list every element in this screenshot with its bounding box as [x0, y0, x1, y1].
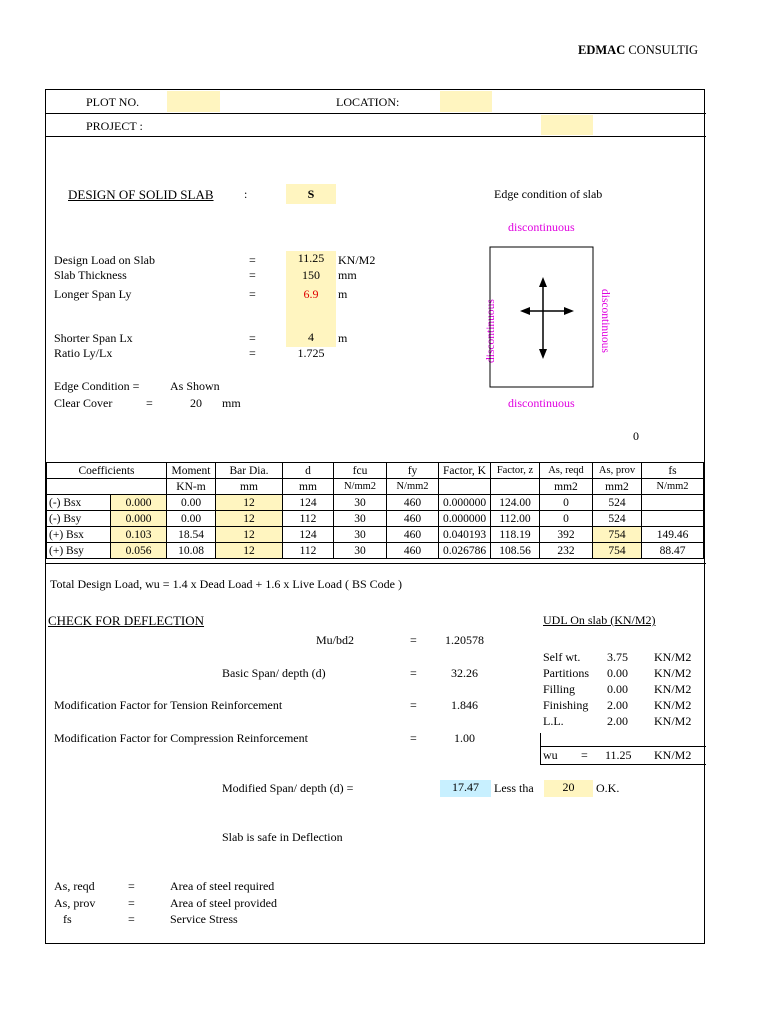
arrow-down-icon — [539, 349, 547, 359]
udl-divider — [540, 764, 706, 765]
legend-definition: Area of steel provided — [170, 896, 277, 910]
total-load-note: Total Design Load, wu = 1.4 x Dead Load + 1.6 x Live Load ( BS Code ) — [50, 577, 402, 591]
modified-span-value: 17.47 — [440, 780, 491, 797]
udl-title: UDL On slab (KN/M2) — [543, 613, 656, 627]
edge-bottom-label: discontinuous — [508, 396, 575, 410]
bar-dia-cell[interactable]: 12 — [216, 527, 283, 543]
equals: = — [581, 748, 588, 762]
unit: m — [338, 287, 348, 301]
row-label: (-) Bsy — [47, 511, 111, 527]
legend-definition: Area of steel required — [170, 879, 275, 893]
safe-text: Slab is safe in Deflection — [222, 830, 343, 844]
as-prov-cell: 524 — [593, 511, 642, 527]
input-label: Ratio Ly/Lx — [54, 346, 113, 360]
equals: = — [249, 331, 256, 345]
mf-tension-value: 1.846 — [451, 698, 478, 712]
unit-cell: mm2 — [593, 479, 642, 495]
udl-value: 0.00 — [607, 666, 628, 680]
coefficient-cell[interactable]: 0.000 — [111, 511, 167, 527]
bar-dia-cell[interactable]: 12 — [216, 511, 283, 527]
edge-top-label: discontinuous — [508, 220, 575, 234]
arrow-left-icon — [520, 307, 530, 315]
fs-cell — [642, 511, 704, 527]
edge-title: Edge condition of slab — [494, 187, 603, 201]
arrow-up-icon — [539, 277, 547, 287]
edge-condition-value: As Shown — [170, 379, 220, 393]
coefficient-cell[interactable]: 0.056 — [111, 543, 167, 559]
udl-divider — [540, 746, 706, 747]
unit-cell: KN-m — [167, 479, 216, 495]
fcu-cell: 30 — [334, 495, 387, 511]
legend-term: As, prov — [54, 896, 96, 910]
as-reqd-cell: 392 — [540, 527, 593, 543]
mf-compression-label: Modification Factor for Compression Reinforcement — [54, 731, 308, 745]
udl-label: Self wt. — [543, 650, 581, 664]
project-input[interactable] — [541, 115, 593, 135]
mf-compression-value: 1.00 — [454, 731, 475, 745]
legend-definition: Service Stress — [170, 912, 238, 926]
fs-cell: 88.47 — [642, 543, 704, 559]
moment-cell: 0.00 — [167, 511, 216, 527]
factor-z-cell: 124.00 — [491, 495, 540, 511]
factor-k-cell: 0.000000 — [439, 495, 491, 511]
d-cell: 112 — [283, 543, 334, 559]
moment-cell: 0.00 — [167, 495, 216, 511]
limit-value[interactable]: 20 — [544, 780, 593, 797]
factor-z-cell: 118.19 — [491, 527, 540, 543]
unit: mm — [338, 268, 357, 282]
udl-label: Partitions — [543, 666, 590, 680]
udl-total-label: wu — [543, 748, 558, 762]
unit-cell — [111, 479, 167, 495]
location-input[interactable] — [440, 91, 492, 112]
company-name: EDMAC CONSULTIG — [578, 43, 699, 57]
equals: = — [410, 731, 417, 745]
ratio-value: 1.725 — [297, 346, 325, 360]
udl-unit: KN/M2 — [654, 748, 692, 762]
unit-cell: mm — [283, 479, 334, 495]
udl-unit: KN/M2 — [654, 666, 692, 680]
coefficient-cell[interactable]: 0.000 — [111, 495, 167, 511]
as-reqd-cell: 232 — [540, 543, 593, 559]
header-cell: As, prov — [593, 463, 642, 479]
unit-cell — [47, 479, 111, 495]
legend-term: fs — [54, 912, 72, 926]
row-label: (-) Bsx — [47, 495, 111, 511]
thickness-value[interactable]: 150 — [286, 268, 336, 284]
equals: = — [249, 268, 256, 282]
bar-dia-cell[interactable]: 12 — [216, 543, 283, 559]
bar-dia-cell[interactable]: 12 — [216, 495, 283, 511]
location-label: LOCATION: — [336, 95, 400, 109]
table-units-row — [47, 479, 704, 495]
udl-value: 2.00 — [607, 698, 628, 712]
fs-cell: 149.46 — [642, 527, 704, 543]
edge-left-label: discontinuous — [485, 299, 497, 363]
equals: = — [249, 253, 256, 267]
modified-span-label: Modified Span/ depth (d) = — [222, 781, 354, 795]
table-row — [47, 511, 704, 527]
coefficient-cell[interactable]: 0.103 — [111, 527, 167, 543]
header-cell: fy — [387, 463, 439, 479]
mubd2-value: 1.20578 — [445, 633, 484, 647]
project-label: PROJECT : — [86, 119, 143, 133]
slab-diagram — [488, 245, 598, 390]
factor-z-cell: 108.56 — [491, 543, 540, 559]
deflection-title: CHECK FOR DEFLECTION — [48, 613, 205, 628]
design-title: DESIGN OF SOLID SLAB — [68, 187, 214, 202]
as-prov-cell: 524 — [593, 495, 642, 511]
row-label: (+) Bsy — [47, 543, 111, 559]
fy-cell: 460 — [387, 511, 439, 527]
as-reqd-cell: 0 — [540, 511, 593, 527]
d-cell: 124 — [283, 495, 334, 511]
ok-status: O.K. — [596, 781, 620, 795]
factor-k-cell: 0.000000 — [439, 511, 491, 527]
table-row — [47, 543, 704, 559]
plot-label: PLOT NO. — [86, 95, 140, 109]
d-cell: 124 — [283, 527, 334, 543]
basic-span-label: Basic Span/ depth (d) — [222, 666, 326, 680]
udl-unit: KN/M2 — [654, 714, 692, 728]
input-label: Slab Thickness — [54, 268, 127, 282]
legend-term: As, reqd — [54, 879, 95, 893]
divider — [45, 563, 706, 564]
udl-unit: KN/M2 — [654, 650, 692, 664]
udl-label: L.L. — [543, 714, 564, 728]
table-row — [47, 495, 704, 511]
unit-cell: mm — [216, 479, 283, 495]
header-cell: As, reqd — [540, 463, 593, 479]
input-label: Shorter Span Lx — [54, 331, 133, 345]
equals: = — [146, 396, 153, 410]
udl-value: 2.00 — [607, 714, 628, 728]
udl-unit: KN/M2 — [654, 698, 692, 712]
as-prov-cell[interactable]: 754 — [593, 527, 642, 543]
edge-condition-label: Edge Condition = — [54, 379, 140, 393]
unit: KN/M2 — [338, 253, 376, 267]
unit-cell — [491, 479, 540, 495]
equals: = — [249, 287, 256, 301]
less-than-label: Less tha — [494, 781, 534, 795]
unit: m — [338, 331, 348, 345]
clear-cover-value[interactable]: 20 — [190, 396, 202, 410]
moment-cell: 10.08 — [167, 543, 216, 559]
fcu-cell: 30 — [334, 543, 387, 559]
fs-cell — [642, 495, 704, 511]
longer-span-value[interactable]: 6.9 — [286, 284, 336, 330]
udl-label: Finishing — [543, 698, 589, 712]
unit-cell: N/mm2 — [334, 479, 387, 495]
equals: = — [410, 633, 417, 647]
shorter-span-value[interactable]: 4 — [286, 330, 336, 347]
mubd2-label: Mu/bd2 — [316, 633, 355, 647]
clear-cover-label: Clear Cover — [54, 396, 113, 410]
as-reqd-cell: 0 — [540, 495, 593, 511]
equals: = — [410, 698, 417, 712]
header-cell: Factor, K — [439, 463, 491, 479]
slab-outline — [490, 247, 593, 387]
udl-label: Filling — [543, 682, 576, 696]
factor-k-cell: 0.026786 — [439, 543, 491, 559]
unit: mm — [222, 396, 241, 410]
d-cell: 112 — [283, 511, 334, 527]
mf-tension-label: Modification Factor for Tension Reinforcement — [54, 698, 283, 712]
fcu-cell: 30 — [334, 511, 387, 527]
header-cell: d — [283, 463, 334, 479]
unit-cell: mm2 — [540, 479, 593, 495]
equals: = — [128, 912, 135, 926]
edge-right-label: discontinuous — [599, 289, 611, 353]
coefficients-table — [46, 462, 704, 559]
udl-box-border — [540, 733, 541, 765]
header-cell: Factor, z — [491, 463, 540, 479]
udl-value: 0.00 — [607, 682, 628, 696]
design-load-value[interactable]: 11.25 — [286, 251, 336, 268]
header-cell: fcu — [334, 463, 387, 479]
factor-z-cell: 112.00 — [491, 511, 540, 527]
header-cell: Bar Dia. — [216, 463, 283, 479]
zero-value: 0 — [633, 429, 639, 443]
equals: = — [249, 346, 256, 360]
unit-cell: N/mm2 — [387, 479, 439, 495]
unit-cell: N/mm2 — [642, 479, 704, 495]
moment-cell: 18.54 — [167, 527, 216, 543]
header-cell: Coefficients — [47, 463, 167, 479]
fy-cell: 460 — [387, 527, 439, 543]
input-label: Design Load on Slab — [54, 253, 155, 267]
as-prov-cell[interactable]: 754 — [593, 543, 642, 559]
equals: = — [128, 879, 135, 893]
table-row — [47, 527, 704, 543]
fy-cell: 460 — [387, 543, 439, 559]
fcu-cell: 30 — [334, 527, 387, 543]
header-cell: Moment — [167, 463, 216, 479]
fy-cell: 460 — [387, 495, 439, 511]
divider — [45, 136, 706, 137]
udl-value: 3.75 — [607, 650, 628, 664]
input-label: Longer Span Ly — [54, 287, 132, 301]
row-label: (+) Bsx — [47, 527, 111, 543]
slab-id[interactable]: S — [286, 184, 336, 204]
factor-k-cell: 0.040193 — [439, 527, 491, 543]
colon: : — [244, 187, 248, 201]
equals: = — [128, 896, 135, 910]
udl-unit: KN/M2 — [654, 682, 692, 696]
udl-total-value: 11.25 — [605, 748, 632, 762]
unit-cell — [439, 479, 491, 495]
basic-span-value: 32.26 — [451, 666, 478, 680]
plot-input[interactable] — [167, 91, 220, 112]
divider — [45, 113, 706, 114]
equals: = — [410, 666, 417, 680]
arrow-right-icon — [564, 307, 574, 315]
header-cell: fs — [642, 463, 704, 479]
table-header-row — [47, 463, 704, 479]
